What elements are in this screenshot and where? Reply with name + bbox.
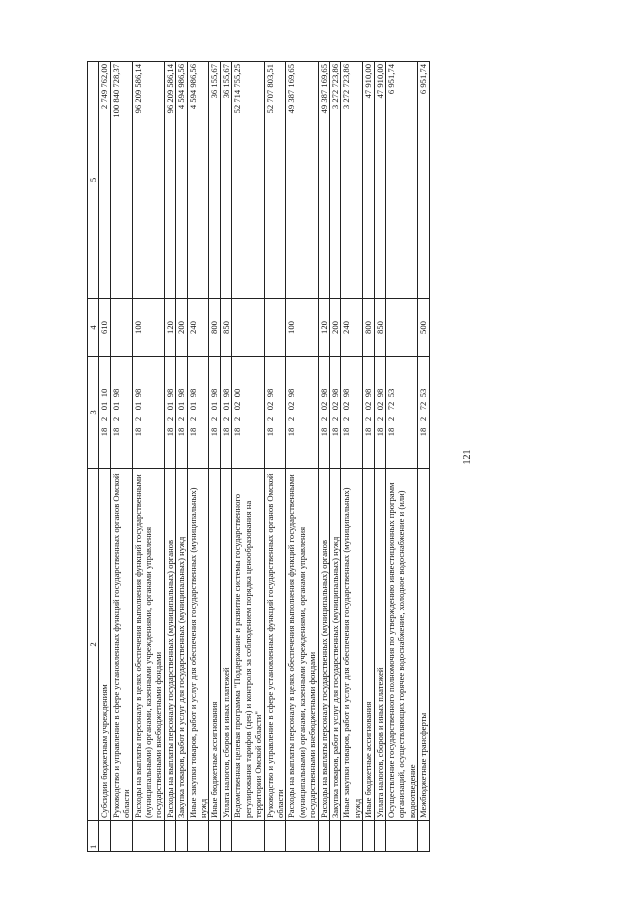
expense-type-code — [232, 299, 264, 357]
table-row — [318, 62, 329, 852]
amount: 49 387 169,65 — [318, 62, 329, 299]
table-row — [220, 62, 231, 852]
code-part-k3: 01 — [187, 401, 198, 411]
table-row — [286, 62, 318, 852]
budget-table — [87, 61, 430, 852]
expense-type-code: 500 — [418, 299, 429, 357]
expense-type-code: 850 — [374, 299, 385, 357]
amount: 96 209 586,14 — [132, 62, 164, 299]
row-index-cell — [341, 821, 363, 852]
expense-name: Закупка товаров, работ и услуг для государственных (муниципальных) нужд — [329, 469, 340, 821]
target-article-code — [264, 357, 286, 469]
code-part-k3: 01 — [176, 401, 187, 411]
table-row — [164, 62, 175, 852]
expense-type-code — [110, 299, 132, 357]
code-part-k1: 18 — [418, 427, 429, 437]
code-part-k3: 02 — [374, 401, 385, 411]
code-part-k1: 18 — [220, 427, 231, 437]
code-part-k3: 01 — [99, 401, 110, 411]
row-index-cell — [176, 821, 187, 852]
header-col-2: 2 — [88, 469, 99, 821]
row-index-cell — [220, 821, 231, 852]
code-part-k2: 2 — [363, 416, 374, 422]
code-part-k1: 18 — [374, 427, 385, 437]
code-part-k1: 18 — [286, 427, 297, 437]
header-col-1: 1 — [88, 821, 99, 852]
code-part-k1: 18 — [132, 427, 143, 437]
code-part-k2: 2 — [341, 416, 352, 422]
code-part-k2: 2 — [232, 416, 243, 422]
expense-name: Иные бюджетные ассигнования — [209, 469, 220, 821]
amount: 2 749 762,00 — [99, 62, 110, 299]
expense-name: Расходы на выплаты персоналу государственных (муниципальных) органов — [164, 469, 175, 821]
code-part-k4: 98 — [110, 388, 121, 398]
code-part-k2: 2 — [374, 416, 385, 422]
row-index-cell — [264, 821, 286, 852]
code-part-k3: 02 — [341, 401, 352, 411]
code-part-k1: 18 — [164, 427, 175, 437]
amount: 6 951,74 — [418, 62, 429, 299]
code-part-k4: 98 — [374, 388, 385, 398]
code-part-k3: 02 — [286, 401, 297, 411]
code-part-k3: 01 — [209, 401, 220, 411]
target-article-code — [418, 357, 429, 469]
page-number: 121 — [462, 449, 473, 465]
expense-name: Иные бюджетные ассигнования — [363, 469, 374, 821]
header-col-5: 5 — [88, 62, 99, 299]
table-row — [374, 62, 385, 852]
amount: 3 272 723,86 — [341, 62, 363, 299]
amount: 52 707 803,51 — [264, 62, 286, 299]
table-row — [132, 62, 164, 852]
target-article-code — [374, 357, 385, 469]
code-part-k1: 18 — [110, 427, 121, 437]
code-part-k3: 01 — [110, 401, 121, 411]
code-part-k3: 02 — [318, 401, 329, 411]
code-part-k1: 18 — [363, 427, 374, 437]
code-part-k2: 2 — [385, 416, 396, 422]
target-article-code — [363, 357, 374, 469]
table-row — [110, 62, 132, 852]
code-part-k4: 98 — [329, 388, 340, 398]
target-article-code — [176, 357, 187, 469]
code-part-k1: 18 — [329, 427, 340, 437]
target-article-code — [132, 357, 164, 469]
row-index-cell — [164, 821, 175, 852]
expense-type-code: 240 — [187, 299, 209, 357]
code-part-k3: 72 — [418, 401, 429, 411]
table-row — [385, 62, 417, 852]
expense-name: Ведомственная целевая программа "Поддержание и развитие системы государственного регулирования тарифов (цен) и контроля за соблюдением порядка ценообразования на территории Омской области" — [232, 469, 264, 821]
code-part-k2: 2 — [318, 416, 329, 422]
code-part-k3: 02 — [264, 401, 275, 411]
code-part-k1: 18 — [99, 427, 110, 437]
code-part-k3: 72 — [385, 401, 396, 411]
amount: 4 594 986,56 — [176, 62, 187, 299]
expense-type-code: 200 — [176, 299, 187, 357]
code-part-k1: 18 — [209, 427, 220, 437]
code-part-k2: 2 — [286, 416, 297, 422]
row-index-cell — [187, 821, 209, 852]
row-index-cell — [385, 821, 417, 852]
expense-type-code: 100 — [286, 299, 318, 357]
row-index-cell — [286, 821, 318, 852]
row-index-cell — [318, 821, 329, 852]
code-part-k2: 2 — [220, 416, 231, 422]
code-part-k4: 10 — [99, 388, 110, 398]
target-article-code — [385, 357, 417, 469]
target-article-code — [110, 357, 132, 469]
expense-type-code: 100 — [132, 299, 164, 357]
code-part-k4: 98 — [264, 388, 275, 398]
rotated-content — [87, 62, 577, 852]
code-part-k4: 98 — [176, 388, 187, 398]
code-part-k4: 98 — [220, 388, 231, 398]
code-part-k3: 02 — [329, 401, 340, 411]
table-row — [418, 62, 429, 852]
row-index-cell — [99, 821, 110, 852]
amount: 100 840 728,37 — [110, 62, 132, 299]
expense-name: Межбюджетные трансферты — [418, 469, 429, 821]
expense-name: Расходы на выплаты персоналу в целях обеспечения выполнения функций государственными (муниципальными) органами, казенными учреждениями, органами управления государственными внебюджетными фондами — [132, 469, 164, 821]
target-article-code — [318, 357, 329, 469]
code-part-k4: 98 — [187, 388, 198, 398]
amount: 36 155,67 — [220, 62, 231, 299]
target-article-code — [286, 357, 318, 469]
code-part-k4: 98 — [341, 388, 352, 398]
expense-name: Расходы на выплаты персоналу в целях обеспечения выполнения функций государственными (муниципальными) органами, казенными учреждениями, органами управления государственными внебюджетными фондами — [286, 469, 318, 821]
header-col-4: 4 — [88, 299, 99, 357]
code-part-k2: 2 — [176, 416, 187, 422]
expense-name: Закупка товаров, работ и услуг для государственных (муниципальных) нужд — [176, 469, 187, 821]
expense-type-code: 800 — [209, 299, 220, 357]
row-index-cell — [132, 821, 164, 852]
expense-type-code — [264, 299, 286, 357]
code-part-k1: 18 — [318, 427, 329, 437]
header-col-3: 3 — [88, 357, 99, 469]
amount: 49 387 169,65 — [286, 62, 318, 299]
row-index-cell — [374, 821, 385, 852]
code-part-k3: 01 — [220, 401, 231, 411]
code-part-k2: 2 — [264, 416, 275, 422]
expense-type-code: 200 — [329, 299, 340, 357]
table-row — [264, 62, 286, 852]
row-index-cell — [363, 821, 374, 852]
code-part-k4: 53 — [418, 388, 429, 398]
expense-type-code: 240 — [341, 299, 363, 357]
table-header-row — [88, 62, 99, 852]
code-part-k3: 02 — [232, 401, 243, 411]
table-row — [209, 62, 220, 852]
target-article-code — [341, 357, 363, 469]
code-part-k1: 18 — [176, 427, 187, 437]
target-article-code — [187, 357, 209, 469]
expense-type-code: 120 — [318, 299, 329, 357]
code-part-k2: 2 — [164, 416, 175, 422]
target-article-code — [232, 357, 264, 469]
target-article-code — [164, 357, 175, 469]
expense-type-code: 850 — [220, 299, 231, 357]
expense-name: Уплата налогов, сборов и иных платежей — [220, 469, 231, 821]
code-part-k4: 98 — [209, 388, 220, 398]
row-index-cell — [110, 821, 132, 852]
row-index-cell — [329, 821, 340, 852]
expense-name: Субсидии бюджетным учреждениям — [99, 469, 110, 821]
expense-type-code: 120 — [164, 299, 175, 357]
amount: 47 910,00 — [363, 62, 374, 299]
amount: 47 910,00 — [374, 62, 385, 299]
code-part-k2: 2 — [110, 416, 121, 422]
expense-type-code: 610 — [99, 299, 110, 357]
code-part-k4: 98 — [363, 388, 374, 398]
code-part-k1: 18 — [341, 427, 352, 437]
target-article-code — [329, 357, 340, 469]
code-part-k3: 01 — [132, 401, 143, 411]
code-part-k2: 2 — [99, 416, 110, 422]
expense-name: Руководство и управление в сфере установленных функций государственных органов Омской области — [110, 469, 132, 821]
amount: 96 209 586,14 — [164, 62, 175, 299]
code-part-k4: 53 — [385, 388, 396, 398]
row-index-cell — [418, 821, 429, 852]
code-part-k4: 98 — [132, 388, 143, 398]
table-row — [363, 62, 374, 852]
code-part-k2: 2 — [329, 416, 340, 422]
code-part-k1: 18 — [264, 427, 275, 437]
code-part-k2: 2 — [132, 416, 143, 422]
code-part-k3: 01 — [164, 401, 175, 411]
expense-name: Руководство и управление в сфере установленных функций государственных органов Омской области — [264, 469, 286, 821]
table-row — [176, 62, 187, 852]
expense-name: Расходы на выплаты персоналу государственных (муниципальных) органов — [318, 469, 329, 821]
amount: 6 951,74 — [385, 62, 417, 299]
code-part-k1: 18 — [232, 427, 243, 437]
amount: 4 594 986,56 — [187, 62, 209, 299]
row-index-cell — [232, 821, 264, 852]
table-row — [232, 62, 264, 852]
target-article-code — [209, 357, 220, 469]
code-part-k4: 98 — [286, 388, 297, 398]
table-row — [329, 62, 340, 852]
table-row — [341, 62, 363, 852]
code-part-k3: 02 — [363, 401, 374, 411]
code-part-k2: 2 — [418, 416, 429, 422]
expense-name: Иные закупки товаров, работ и услуг для обеспечения государственных (муниципальных) нужд — [341, 469, 363, 821]
expense-name: Иные закупки товаров, работ и услуг для обеспечения государственных (муниципальных) нужд — [187, 469, 209, 821]
expense-type-code — [385, 299, 417, 357]
code-part-k2: 2 — [187, 416, 198, 422]
expense-type-code: 800 — [363, 299, 374, 357]
code-part-k2: 2 — [209, 416, 220, 422]
table-row — [99, 62, 110, 852]
code-part-k4: 98 — [318, 388, 329, 398]
amount: 36 155,67 — [209, 62, 220, 299]
target-article-code — [99, 357, 110, 469]
expense-name: Осуществление государственного полномочия по утверждению инвестиционных программ организаций, осуществляющих горячее водоснабжение, холодное водоснабжение и (или) водоотведение — [385, 469, 417, 821]
expense-name: Уплата налогов, сборов и иных платежей — [374, 469, 385, 821]
target-article-code — [220, 357, 231, 469]
amount: 3 272 723,86 — [329, 62, 340, 299]
table-row — [187, 62, 209, 852]
amount: 52 714 755,25 — [232, 62, 264, 299]
code-part-k1: 18 — [187, 427, 198, 437]
code-part-k4: 00 — [232, 388, 243, 398]
code-part-k1: 18 — [385, 427, 396, 437]
row-index-cell — [209, 821, 220, 852]
code-part-k4: 98 — [164, 388, 175, 398]
